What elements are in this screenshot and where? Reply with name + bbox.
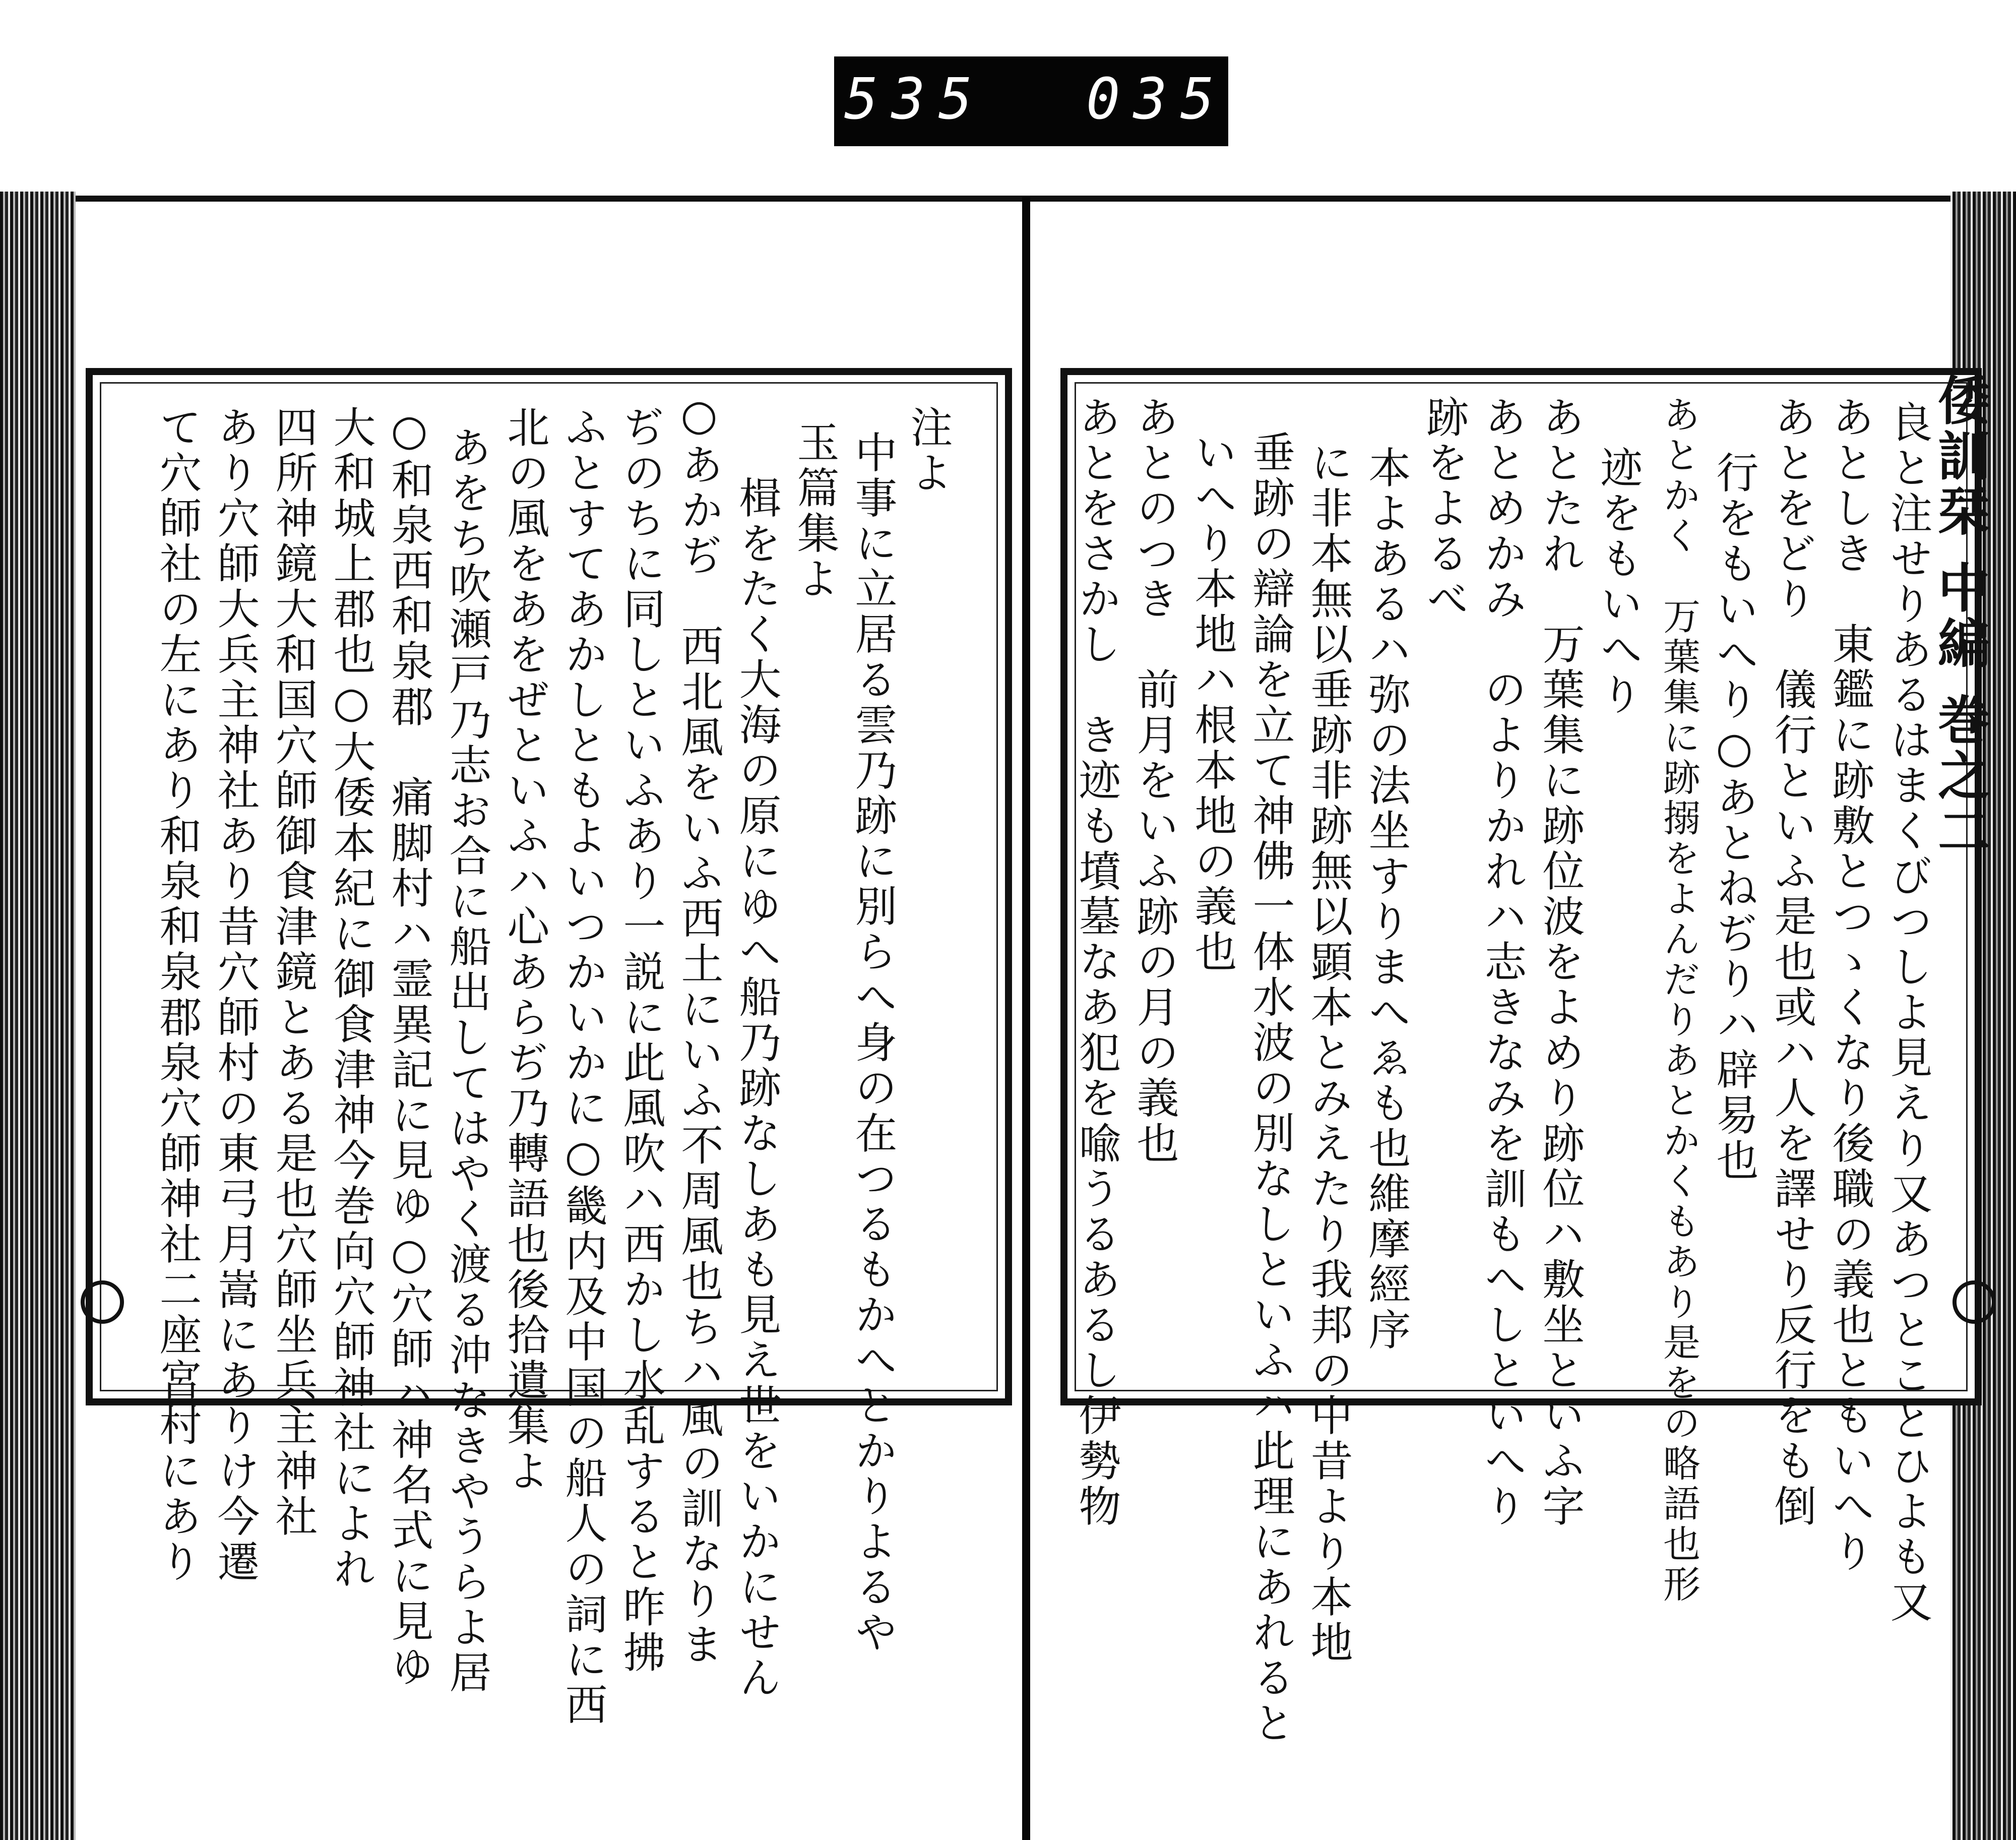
book-spine [1022,197,1030,1840]
right-column-8: あとめかみ のよりかれハ志きなみを訓もへしといへり [1478,395,1527,1529]
right-column-1: 良と注せりあるはまくびつしよ見えり又あつとことひよも又 [1883,400,1933,1625]
frame-number-left: 535 [844,67,986,132]
right-column-9: 跡をよるべ [1420,395,1469,622]
right-column-4: 行をもいへり○あとねぢりハ辟易也 [1710,451,1759,1184]
right-column-6: 迹をもいへり [1594,446,1643,718]
left-column-14: て穴師社の左にあり和泉和泉郡泉穴師神社二座宮村にあり [153,405,202,1585]
left-column-3: 玉篇集よ [790,420,840,602]
right-column-3: あとをどり 儀行といふ是也或ハ人を譯せり反行をも倒 [1768,395,1817,1529]
left-column-9: あをち吹瀬戸乃志お合に船出してはやく渡る沖なきやうらよ居 [443,425,492,1696]
frame-number-right: 035. [1086,67,1275,132]
right-column-7: あとたれ 万葉集に跡位波をよめり跡位ハ敷坐といふ字 [1536,395,1585,1529]
right-column-2: あとしき 東鑑に跡敷とつゝくなり後職の義也ともいへり [1825,395,1875,1575]
right-column-5: あとかく 万葉集に跡搦をよんだりあとかくもあり是をの略語也形 [1657,395,1700,1605]
right-margin-ring-mark [1952,1280,1996,1324]
right-column-10: 本よあるハ弥の法坐すりまへゑも也維摩經序 [1362,446,1411,1353]
left-page-edges [0,192,76,1840]
left-column-12: 四所神鏡大和国穴師御食津鏡とある是也穴師坐兵主神社 [269,405,318,1540]
right-column-13: いへり本地ハ根本地の義也 [1188,431,1237,975]
left-margin-ring-mark [81,1280,124,1324]
right-column-15: あとをさかし き迹も墳墓なあ犯を喩うるあるし伊勢物 [1072,395,1121,1529]
right-column-11: に非本無以垂跡非跡無以顕本とみえたり我邦の中昔より本地 [1304,441,1353,1666]
right-column-12: 垂跡の辯論を立て神佛一体水波の別なしといふハ此理にあれると [1246,431,1295,1746]
left-column-7: ふとすてあかしともよいつかいかに○畿内及中国の船人の詞に西 [558,405,608,1728]
left-column-6: ぢのちに同しといふあり一説に此風吹ハ西かし水乱すると昨拂 [616,405,666,1676]
right-page [1030,202,1991,1840]
left-column-1: 注よ [904,405,953,496]
left-column-11: 大和城上郡也○大倭本紀に御食津神今巻向穴師神社によれ [327,405,376,1592]
left-page [76,202,1022,1840]
left-text-frame [86,368,1012,1728]
frame-number-label [834,56,1275,146]
right-text-frame [1060,368,1982,1746]
left-column-8: 北の風をあをぜといふハ心あらぢ乃轉語也後拾遺集よ [500,405,550,1494]
right-margin-title: 倭訓栞 中編 巻之二 [1929,373,1991,860]
left-column-5: ○あかぢ 西北風をいふ西土にいふ不周風也ちハ風の訓なりま [674,390,724,1668]
left-column-2: 中事に立居る雲乃跡に別らへ身の在つるもかへとかりよるや [848,431,898,1655]
left-column-4: 楫をたく大海の原にゆへ船乃跡なしあも見え世をいかにせん [732,476,782,1701]
right-column-14: あとのつき 前月をいふ跡の月の義也 [1130,395,1179,1167]
left-column-13: あり穴師大兵主神社あり昔穴師村の東弓月嵩にありけ今遷 [211,405,260,1585]
left-column-10: ○和泉西和泉郡 痛脚村ハ霊異記に見ゆ○穴師ハ神名式に見ゆ [385,405,434,1690]
